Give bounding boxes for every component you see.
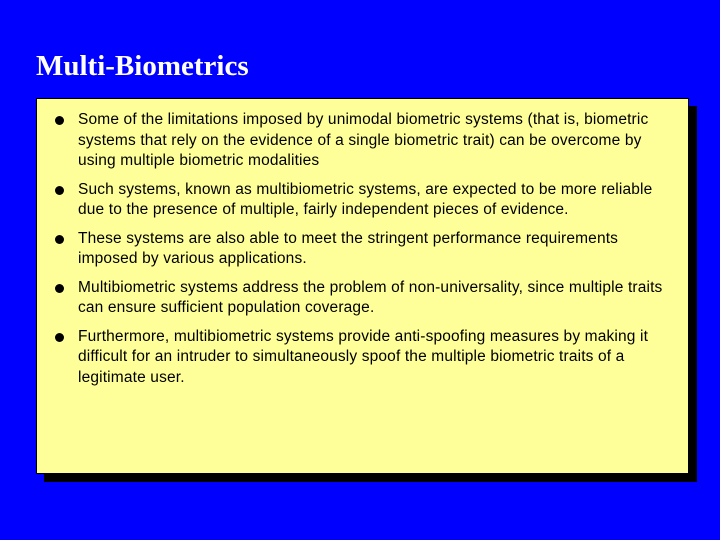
bullet-item [37,110,688,172]
bullet-text: Some of the limitations imposed by unimodal biometric systems (that is, biometric systems that rely on the evidence of a single biometric trait) can be overcome by using multiple biometric modalities [78,111,649,169]
bullet-list [37,110,688,396]
bullet-item [37,229,688,270]
bullet-item [37,180,688,221]
content-panel [36,98,689,474]
bullet-text: Such systems, known as multibiometric systems, are expected to be more reliable due to the presence of multiple, fairly independent pieces of evidence. [78,180,653,218]
bullet-dot-icon [55,284,64,293]
slide-title: Multi-Biometrics [36,50,249,82]
bullet-item [37,278,688,319]
bullet-dot-icon [55,333,64,342]
bullet-dot-icon [55,186,64,195]
bullet-dot-icon [55,116,64,125]
bullet-text: Multibiometric systems address the problem of non-universality, since multiple traits can ensure sufficient population coverage. [78,278,663,316]
bullet-text: Furthermore, multibiometric systems provide anti-spoofing measures by making it difficult for an intruder to simultaneously spoof the multiple biometric traits of a legitimate user. [78,327,649,386]
bullet-text: These systems are also able to meet the stringent performance requirements imposed by various applications. [78,229,619,267]
bullet-item [37,327,688,389]
bullet-dot-icon [55,235,64,244]
